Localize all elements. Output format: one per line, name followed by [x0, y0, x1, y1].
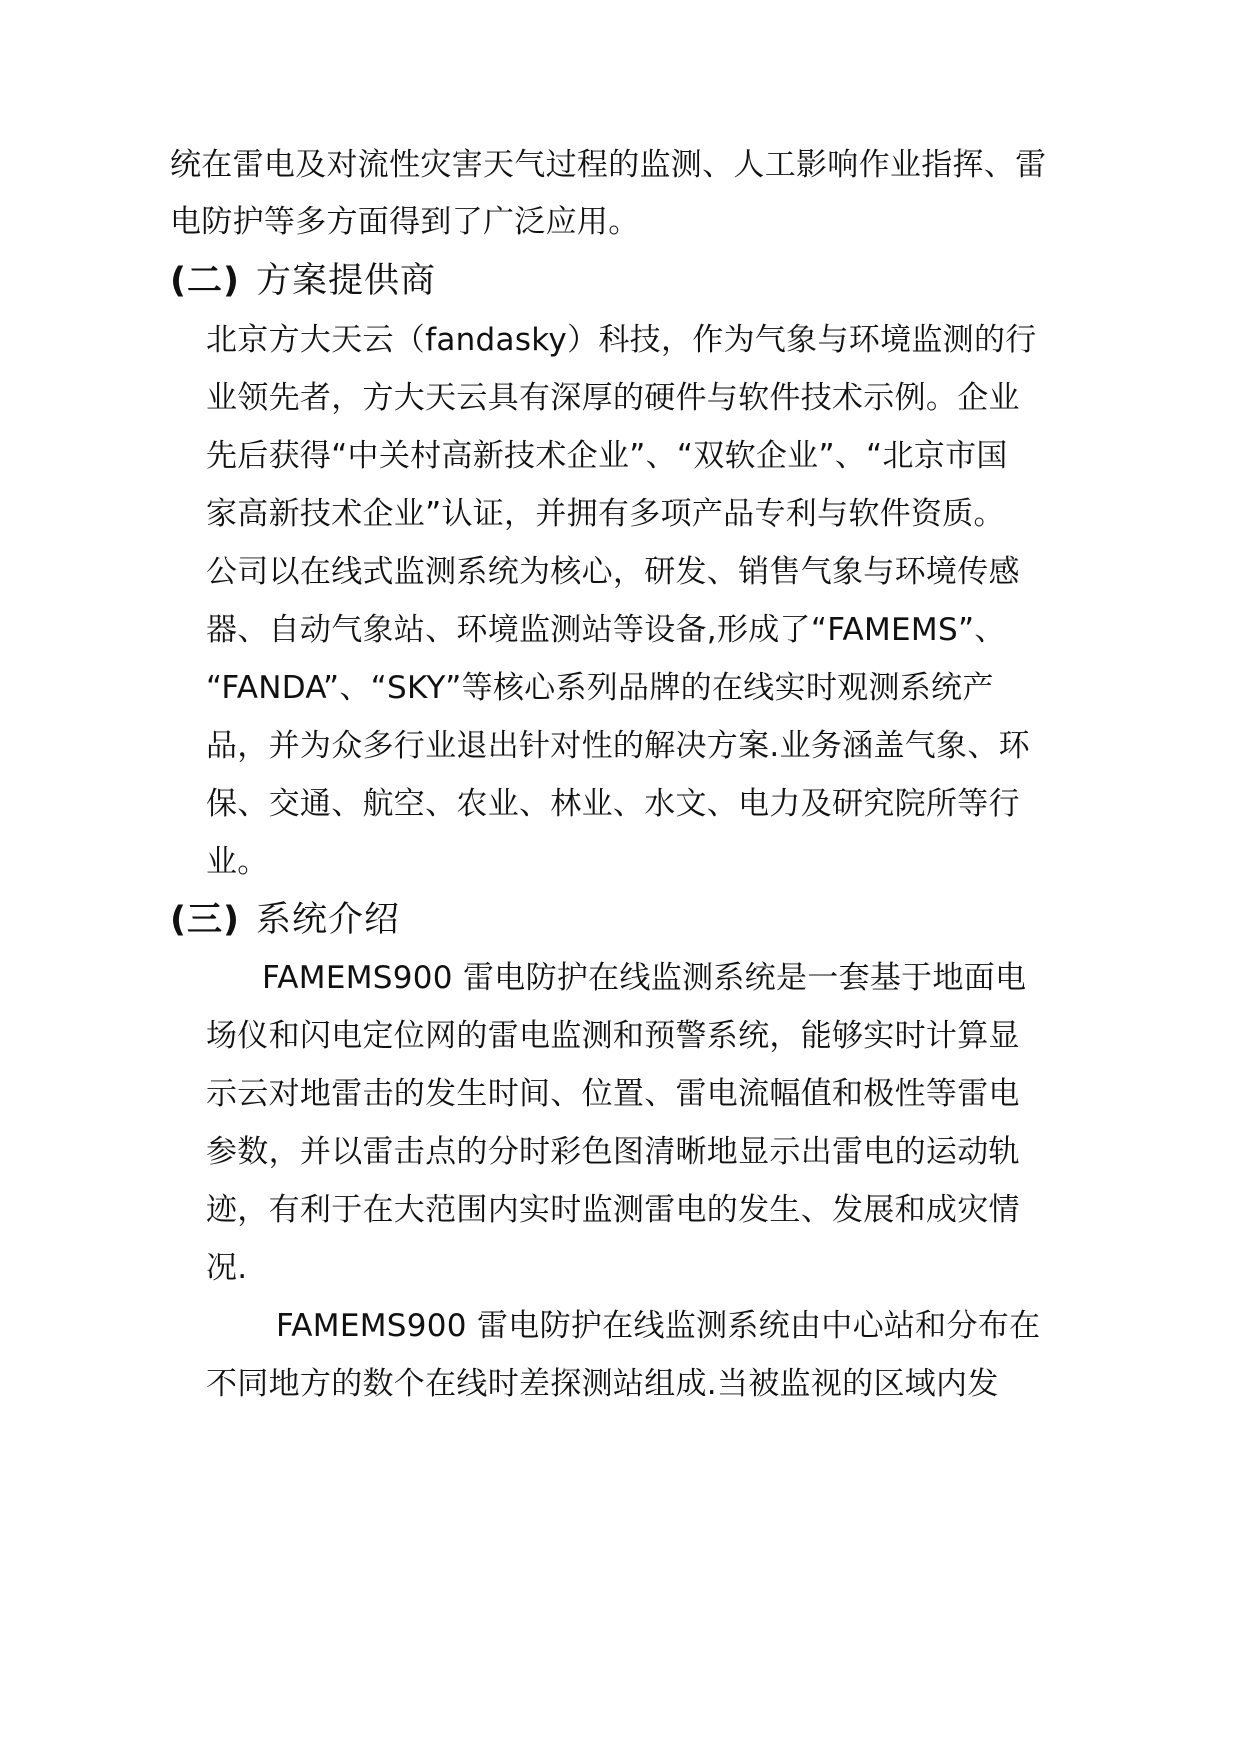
intro-line-1: 统在雷电及对流性灾害天气过程的监测、人工影响作业指挥、雷	[170, 147, 1047, 183]
section3-para1-line-4: 参数，并以雷击点的分时彩色图清晰地显示出雷电的运动轨	[206, 1134, 1020, 1170]
section-number-3: (三)	[170, 900, 240, 940]
intro-line-2: 电防护等多方面得到了广泛应用。	[170, 204, 640, 240]
section2-line-8: 品，并为众多行业退出针对性的解决方案.业务涵盖气象、环	[206, 728, 1030, 764]
section3-para1-line-5: 迹，有利于在大范围内实时监测雷电的发生、发展和成灾情	[206, 1192, 1020, 1228]
section-title-3: 系统介绍	[256, 900, 401, 940]
section3-para1-line-2: 场仪和闪电定位网的雷电监测和预警系统，能够实时计算显	[206, 1018, 1020, 1054]
section3-para2-line-2: 不同地方的数个在线时差探测站组成.当被监视的区域内发	[206, 1366, 999, 1402]
section3-para1-line-1: FAMEMS900 雷电防护在线监测系统是一套基于地面电	[262, 960, 1027, 996]
section-title-2: 方案提供商	[256, 261, 437, 301]
section2-line-3: 先后获得“中关村高新技术企业”、“双软企业”、“北京市国	[206, 438, 1008, 474]
section-number-2: (二)	[170, 261, 240, 301]
section3-para2-line-1: FAMEMS900 雷电防护在线监测系统由中心站和分布在	[276, 1308, 1041, 1344]
section2-line-4: 家高新技术企业”认证，并拥有多项产品专利与软件资质。	[206, 496, 1005, 532]
section2-line-10: 业。	[206, 844, 269, 880]
section2-line-2: 业领先者，方大天云具有深厚的硬件与软件技术示例。企业	[206, 380, 1020, 416]
section3-para1-line-3: 示云对地雷击的发生时间、位置、雷电流幅值和极性等雷电	[206, 1076, 1020, 1112]
section-heading-3	[170, 898, 400, 942]
section2-line-6: 器、自动气象站、环境监测站等设备,形成了“FAMEMS”、	[206, 612, 1006, 648]
section-heading-2	[170, 259, 436, 303]
section2-line-1: 北京方大天云（fandasky）科技，作为气象与环境监测的行	[206, 322, 1037, 358]
section3-para1-line-6: 况.	[206, 1250, 248, 1286]
section2-line-9: 保、交通、航空、农业、林业、水文、电力及研究院所等行	[206, 786, 1020, 822]
section2-line-7: “FANDA”、“SKY”等核心系列品牌的在线实时观测系统产	[206, 670, 994, 706]
section2-line-5: 公司以在线式监测系统为核心，研发、销售气象与环境传感	[206, 554, 1020, 590]
